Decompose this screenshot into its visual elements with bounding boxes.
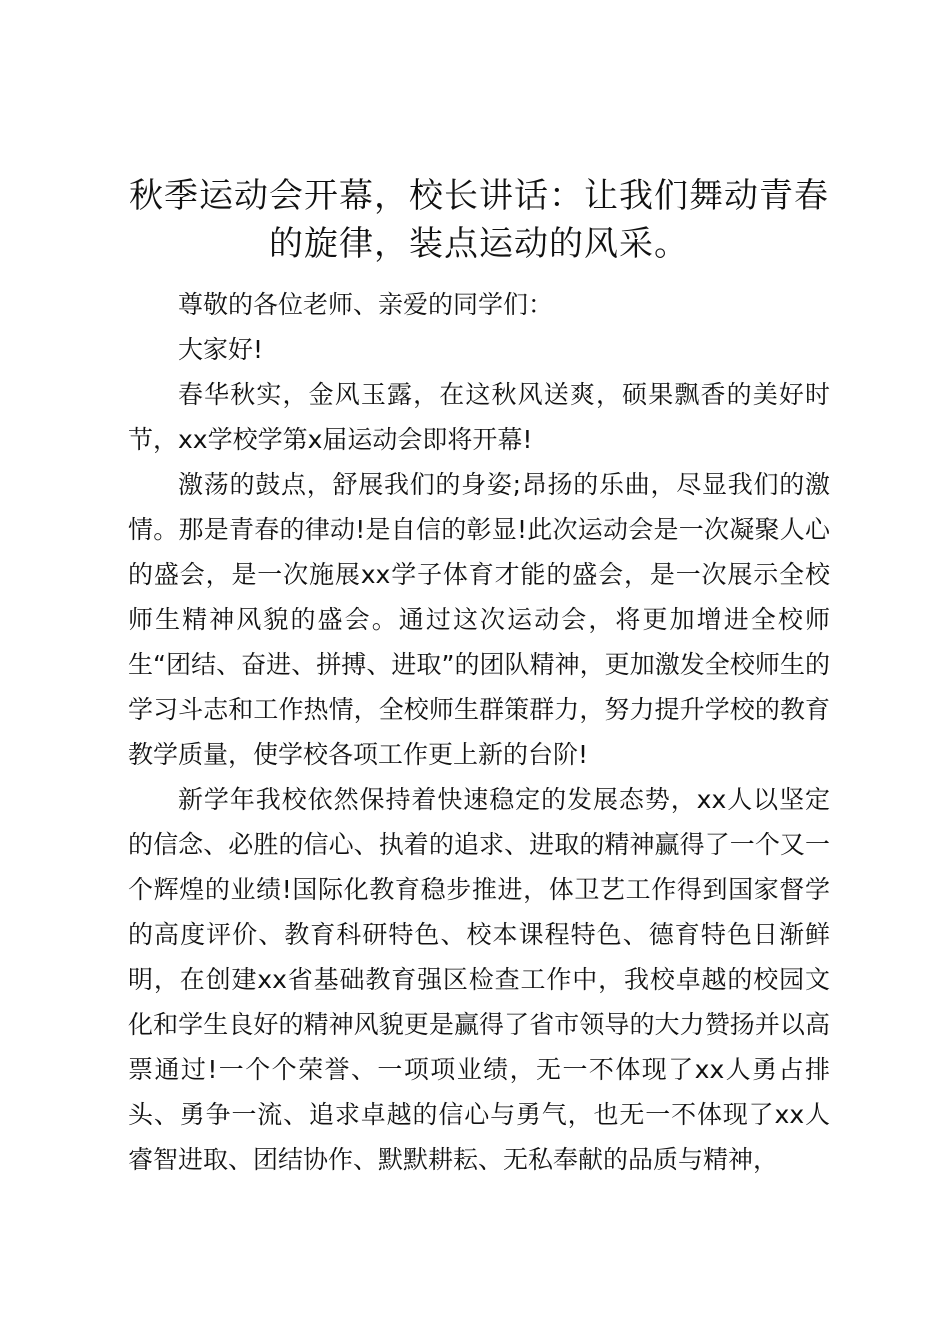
title-line-1: 秋季运动会开幕，校长讲话：让我们舞动青春 (129, 176, 829, 216)
salutation: 尊敬的各位老师、亲爱的同学们： (178, 290, 554, 319)
paragraph-opening: 春华秋实，金风玉露，在这秋风送爽，硕果飘香的美好时节，xx学校学第x届运动会即将开幕! (128, 380, 830, 454)
document-title (128, 172, 830, 268)
paragraph-sports-meet: 激荡的鼓点，舒展我们的身姿;昂扬的乐曲，尽显我们的激情。那是青春的律动!是自信的彰显!此次运动会是一次凝聚人心的盛会，是一次施展xx学子体育才能的盛会，是一次展示全校师生精神风貌的盛会。通过这次运动会，将更加增进全校师生“团结、奋进、拼搏、进取”的团队精神，更加激发全校师生的学习斗志和工作热情，全校师生群策群力，努力提升学校的教育教学质量，使学校各项工作更上新的台阶! (128, 470, 830, 769)
title-line-2: 的旋律，装点运动的风采。 (269, 224, 689, 264)
paragraph-achievements: 新学年我校依然保持着快速稳定的发展态势，xx人以坚定的信念、必胜的信心、执着的追求、进取的精神赢得了一个又一个辉煌的业绩!国际化教育稳步推进，体卫艺工作得到国家督学的高度评价、教育科研特色、校本课程特色、德育特色日渐鲜明，在创建xx省基础教育强区检查工作中，我校卓越的校园文化和学生良好的精神风貌更是赢得了省市领导的大力赞扬并以高票通过!一个个荣誉、一项项业绩，无一不体现了xx人勇占排头、勇争一流、追求卓越的信心与勇气，也无一不体现了xx人睿智进取、团结协作、默默耕耘、无私奉献的品质与精神， (128, 785, 830, 1174)
greeting: 大家好! (178, 335, 264, 364)
document-body (128, 282, 830, 1182)
